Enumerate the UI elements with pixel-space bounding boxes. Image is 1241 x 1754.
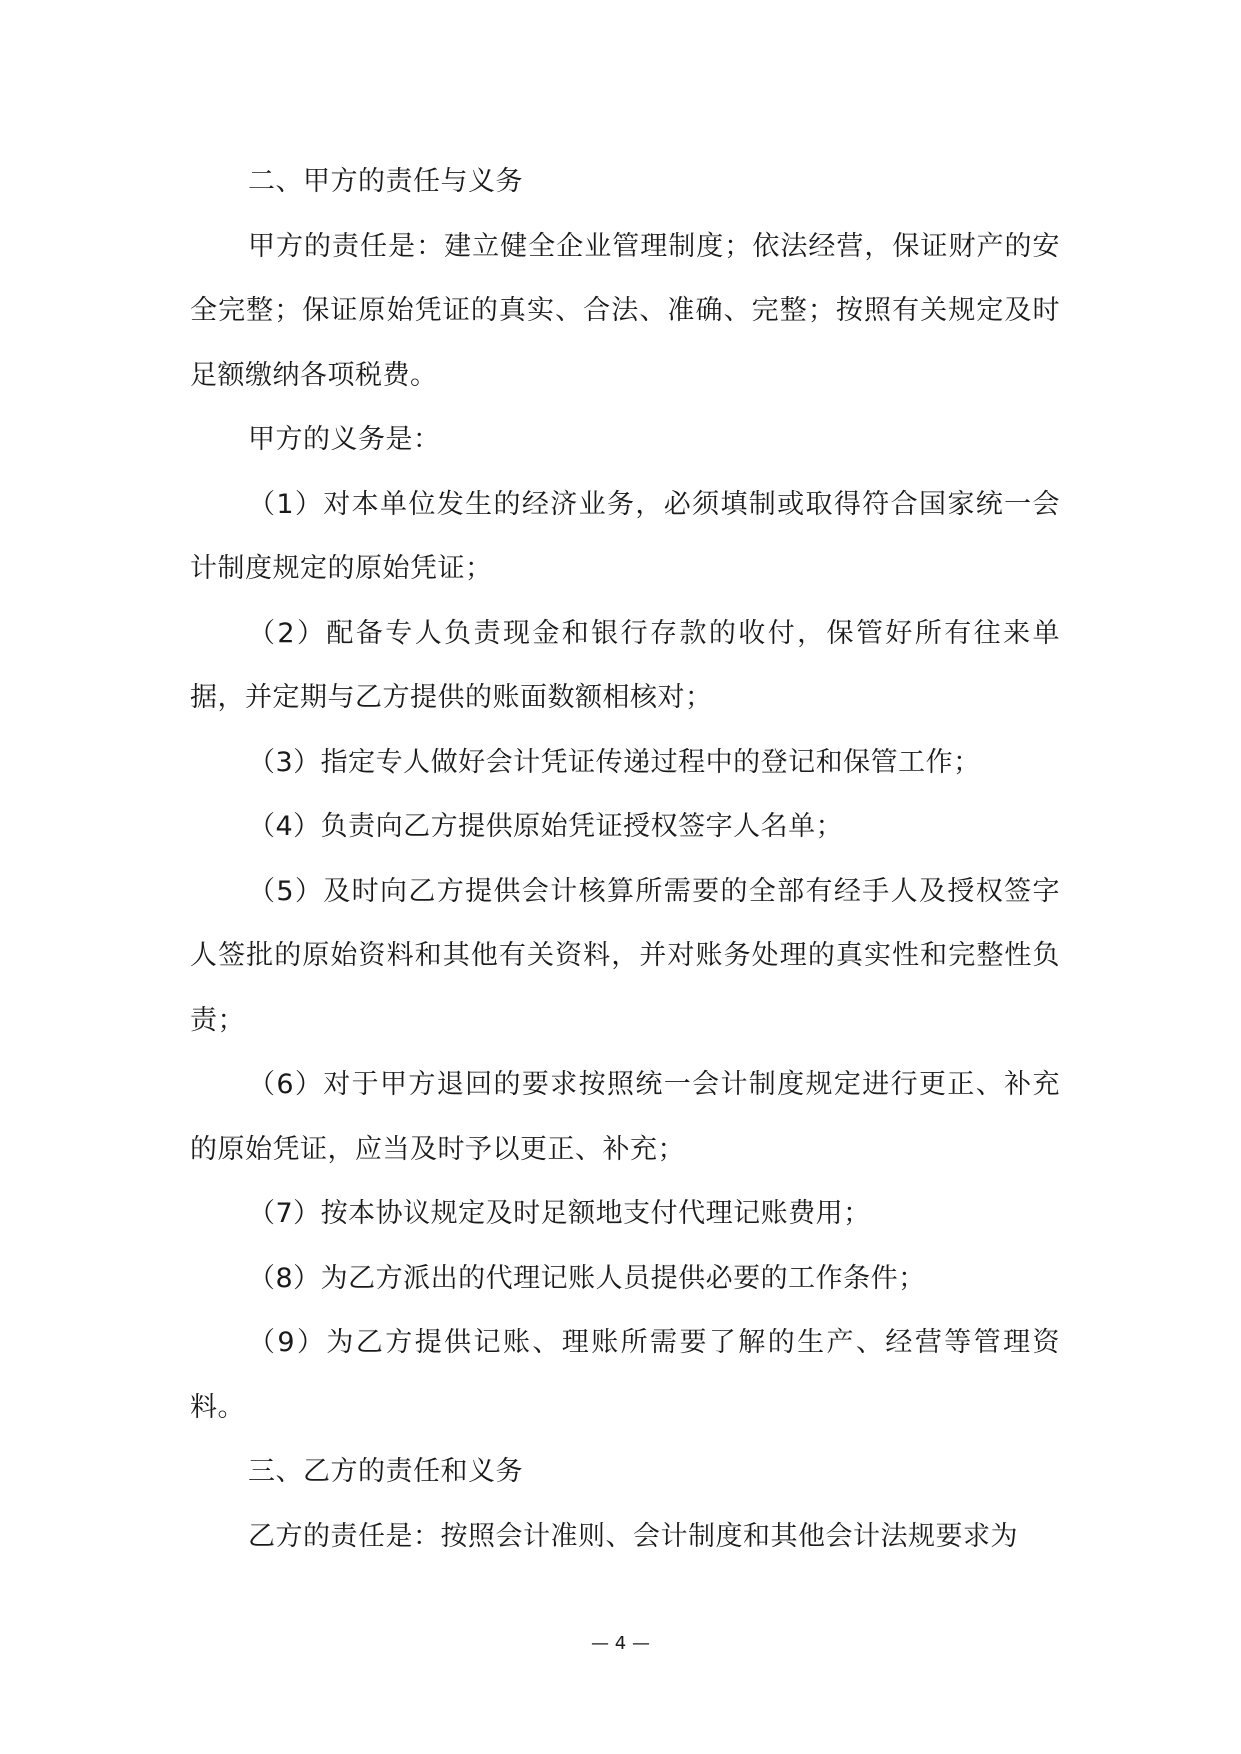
list-item-obligation-7: （7）按本协议规定及时足额地支付代理记账费用； [248, 1198, 871, 1229]
list-item-obligation-6: （6）对于甲方退回的要求按照统一会计制度规定进行更正、补充的原始凭证，应当及时予以更正、补充； [190, 1069, 1060, 1165]
list-item-obligation-1: （1）对本单位发生的经济业务，必须填制或取得符合国家统一会计制度规定的原始凭证； [190, 488, 1060, 584]
paragraph-party-a-obligation-intro: 甲方的义务是： [248, 424, 441, 455]
list-item-obligation-3: （3）指定专人做好会计凭证传递过程中的登记和保管工作； [248, 746, 981, 778]
paragraph-party-a-responsibility: 甲方的责任是：建立健全企业管理制度；依法经营，保证财产的安全完整；保证原始凭证的真实、合法、准确、完整；按照有关规定及时足额缴纳各项税费。 [190, 230, 1060, 391]
list-item-obligation-4: （4）负责向乙方提供原始凭证授权签字人名单； [248, 811, 844, 842]
list-item-obligation-8: （8）为乙方派出的代理记账人员提供必要的工作条件； [248, 1262, 926, 1294]
section-heading-3: 三、乙方的责任和义务 [248, 1456, 523, 1487]
list-item-obligation-5: （5）及时向乙方提供会计核算所需要的全部有经手人及授权签字人签批的原始资料和其他有关资料，并对账务处理的真实性和完整性负责； [190, 875, 1060, 1036]
list-item-obligation-2: （2）配备专人负责现金和银行存款的收付，保管好所有往来单据，并定期与乙方提供的账面数额相核对； [190, 617, 1060, 713]
document-body [190, 150, 1060, 1569]
page-number: — 4 — [591, 1633, 650, 1654]
section-heading-2: 二、甲方的责任与义务 [248, 166, 523, 197]
paragraph-party-b-responsibility: 乙方的责任是：按照会计准则、会计制度和其他会计法规要求为 [248, 1520, 1018, 1552]
list-item-obligation-9: （9）为乙方提供记账、理账所需要了解的生产、经营等管理资料。 [190, 1327, 1060, 1423]
